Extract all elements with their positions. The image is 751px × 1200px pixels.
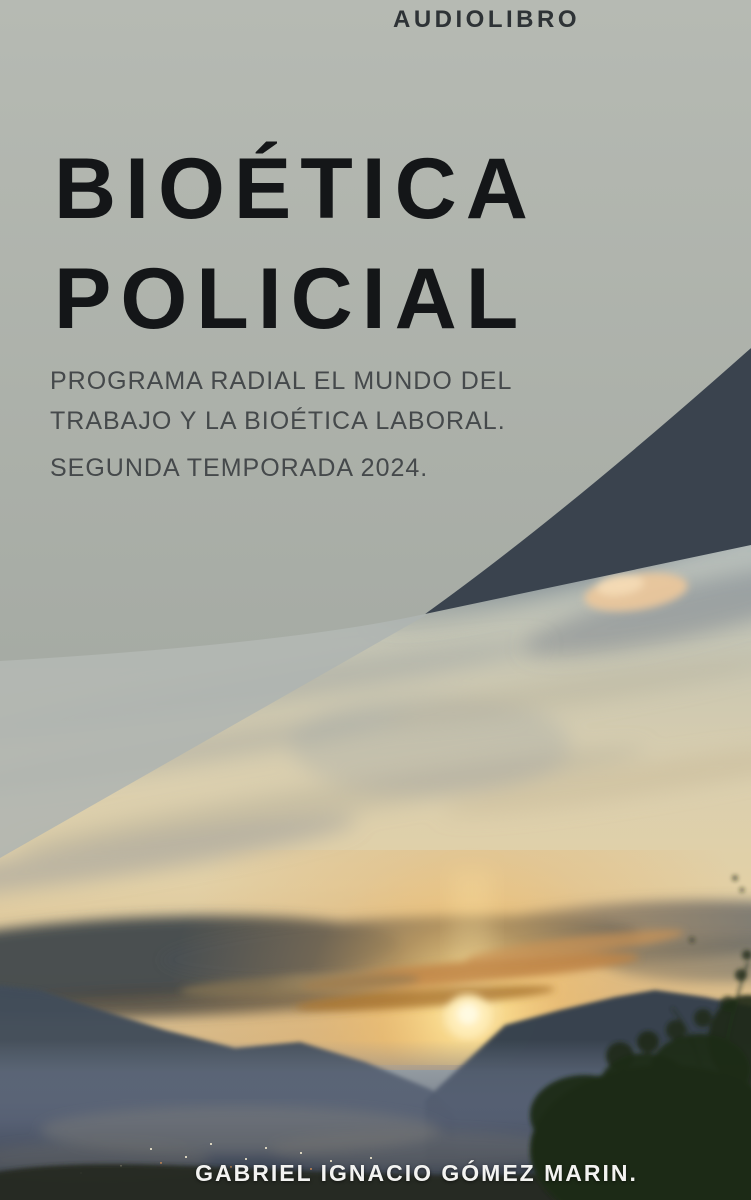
book-subtitle xyxy=(50,361,512,488)
format-label: AUDIOLIBRO xyxy=(393,6,580,33)
book-title xyxy=(54,134,537,354)
sun xyxy=(446,994,490,1038)
book-title-line1: BIOÉTICA xyxy=(54,141,537,237)
author-name: GABRIEL IGNACIO GÓMEZ MARIN. xyxy=(195,1160,638,1186)
subtitle-line3: SEGUNDA TEMPORADA 2024. xyxy=(50,454,429,482)
book-title-line2: POLICIAL xyxy=(54,251,528,347)
subtitle-line1: PROGRAMA RADIAL EL MUNDO DEL xyxy=(50,367,513,395)
subtitle-line2: TRABAJO Y LA BIOÉTICA LABORAL. xyxy=(50,407,506,435)
